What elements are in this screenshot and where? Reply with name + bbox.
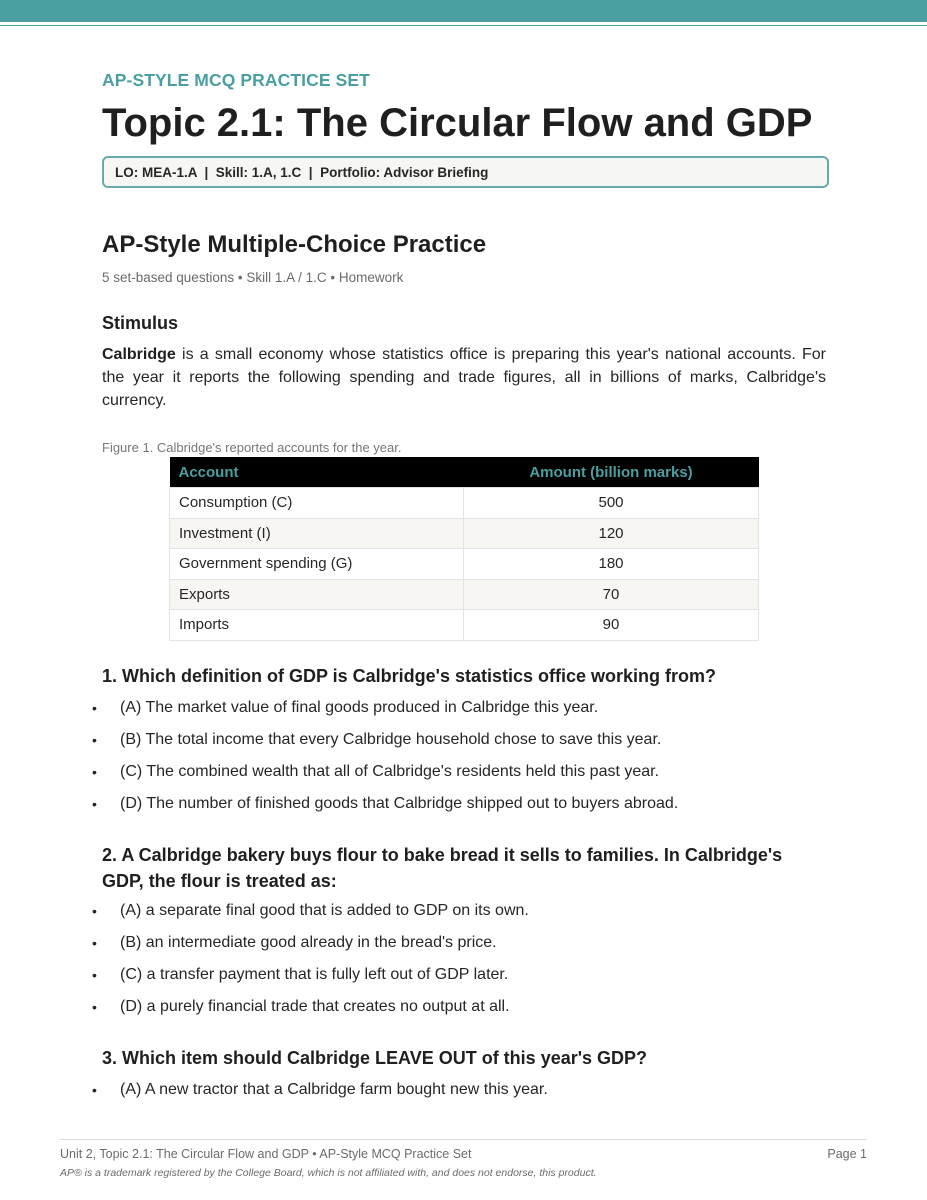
amount-cell: 120	[464, 518, 759, 549]
answer-options	[92, 895, 822, 1023]
bullet-icon: •	[92, 903, 97, 919]
bullet-icon: •	[92, 732, 97, 748]
answer-option[interactable]: • (D) a purely financial trade that creates no output at all.	[102, 991, 822, 1023]
table-row	[170, 488, 759, 519]
account-cell: Investment (I)	[170, 518, 464, 549]
footer-rule	[60, 1139, 867, 1140]
section-subtitle: 5 set-based questions • Skill 1.A / 1.C • Homework	[102, 270, 404, 285]
stimulus-text: is a small economy whose statistics office is preparing this year's national accounts. For the year it reports the following spending and trade figures, all in billions of marks, Calbridge's currency.	[102, 346, 826, 409]
accounts-table	[169, 457, 759, 641]
amount-cell: 500	[464, 488, 759, 519]
question-2	[92, 842, 822, 1023]
bullet-icon: •	[92, 935, 97, 951]
account-cell: Government spending (G)	[170, 549, 464, 580]
answer-option[interactable]: • (C) a transfer payment that is fully left out of GDP later.	[102, 959, 822, 991]
question-3	[92, 1045, 822, 1106]
table-row	[170, 549, 759, 580]
answer-option[interactable]: • (B) an intermediate good already in the bread's price.	[102, 927, 822, 959]
bullet-icon: •	[92, 1082, 97, 1098]
learning-objective-text: LO: MEA-1.A | Skill: 1.A, 1.C | Portfolio: Advisor Briefing	[115, 164, 489, 180]
learning-objective-box	[102, 156, 829, 188]
amount-cell: 90	[464, 610, 759, 641]
page-title: Topic 2.1: The Circular Flow and GDP	[102, 101, 813, 145]
question-1	[92, 663, 822, 820]
column-header-amount: Amount (billion marks)	[464, 457, 759, 488]
amount-cell: 70	[464, 579, 759, 610]
answer-option[interactable]: • (C) The combined wealth that all of Calbridge's residents held this past year.	[102, 756, 822, 788]
column-header-account: Account	[170, 457, 464, 488]
table-row	[170, 579, 759, 610]
stimulus-country-name: Calbridge	[102, 346, 176, 363]
bullet-icon: •	[92, 764, 97, 780]
question-text: 1. Which definition of GDP is Calbridge's statistics office working from?	[102, 666, 717, 686]
stimulus-heading: Stimulus	[102, 313, 179, 333]
figure-caption: Figure 1. Calbridge's reported accounts for the year.	[102, 440, 402, 455]
footer-running-title: Unit 2, Topic 2.1: The Circular Flow and GDP • AP-Style MCQ Practice Set	[60, 1147, 472, 1161]
answer-options	[92, 1074, 822, 1106]
answer-option[interactable]: • (A) a separate final good that is added to GDP on its own.	[102, 895, 822, 927]
set-kicker: AP-STYLE MCQ PRACTICE SET	[102, 70, 370, 90]
answer-option[interactable]: • (A) The market value of final goods produced in Calbridge this year.	[102, 692, 822, 724]
question-text: 3. Which item should Calbridge LEAVE OUT of this year's GDP?	[102, 1048, 648, 1068]
answer-option[interactable]: • (B) The total income that every Calbridge household chose to save this year.	[102, 724, 822, 756]
answer-option[interactable]: • (D) The number of finished goods that Calbridge shipped out to buyers abroad.	[102, 788, 822, 820]
table-row	[170, 610, 759, 641]
amount-cell: 180	[464, 549, 759, 580]
section-title: AP-Style Multiple-Choice Practice	[102, 231, 487, 258]
account-cell: Consumption (C)	[170, 488, 464, 519]
account-cell: Exports	[170, 579, 464, 610]
bullet-icon: •	[92, 796, 97, 812]
trademark-disclaimer: AP® is a trademark registered by the College Board, which is not affiliated with, and does not endorse, this product.	[60, 1167, 597, 1179]
header-band	[0, 0, 927, 22]
answer-option[interactable]: • (A) A new tractor that a Calbridge farm bought new this year.	[102, 1074, 822, 1106]
table-row	[170, 518, 759, 549]
table-header-row	[170, 457, 759, 488]
bullet-icon: •	[92, 700, 97, 716]
bullet-icon: •	[92, 967, 97, 983]
account-cell: Imports	[170, 610, 464, 641]
answer-options	[92, 692, 822, 820]
bullet-icon: •	[92, 999, 97, 1015]
page-number: Page 1	[827, 1147, 867, 1161]
header-rule	[0, 25, 927, 26]
stimulus-paragraph	[102, 343, 826, 412]
question-text: 2. A Calbridge bakery buys flour to bake bread it sells to families. In Calbridge's GDP, the flour is treated as:	[102, 845, 783, 891]
